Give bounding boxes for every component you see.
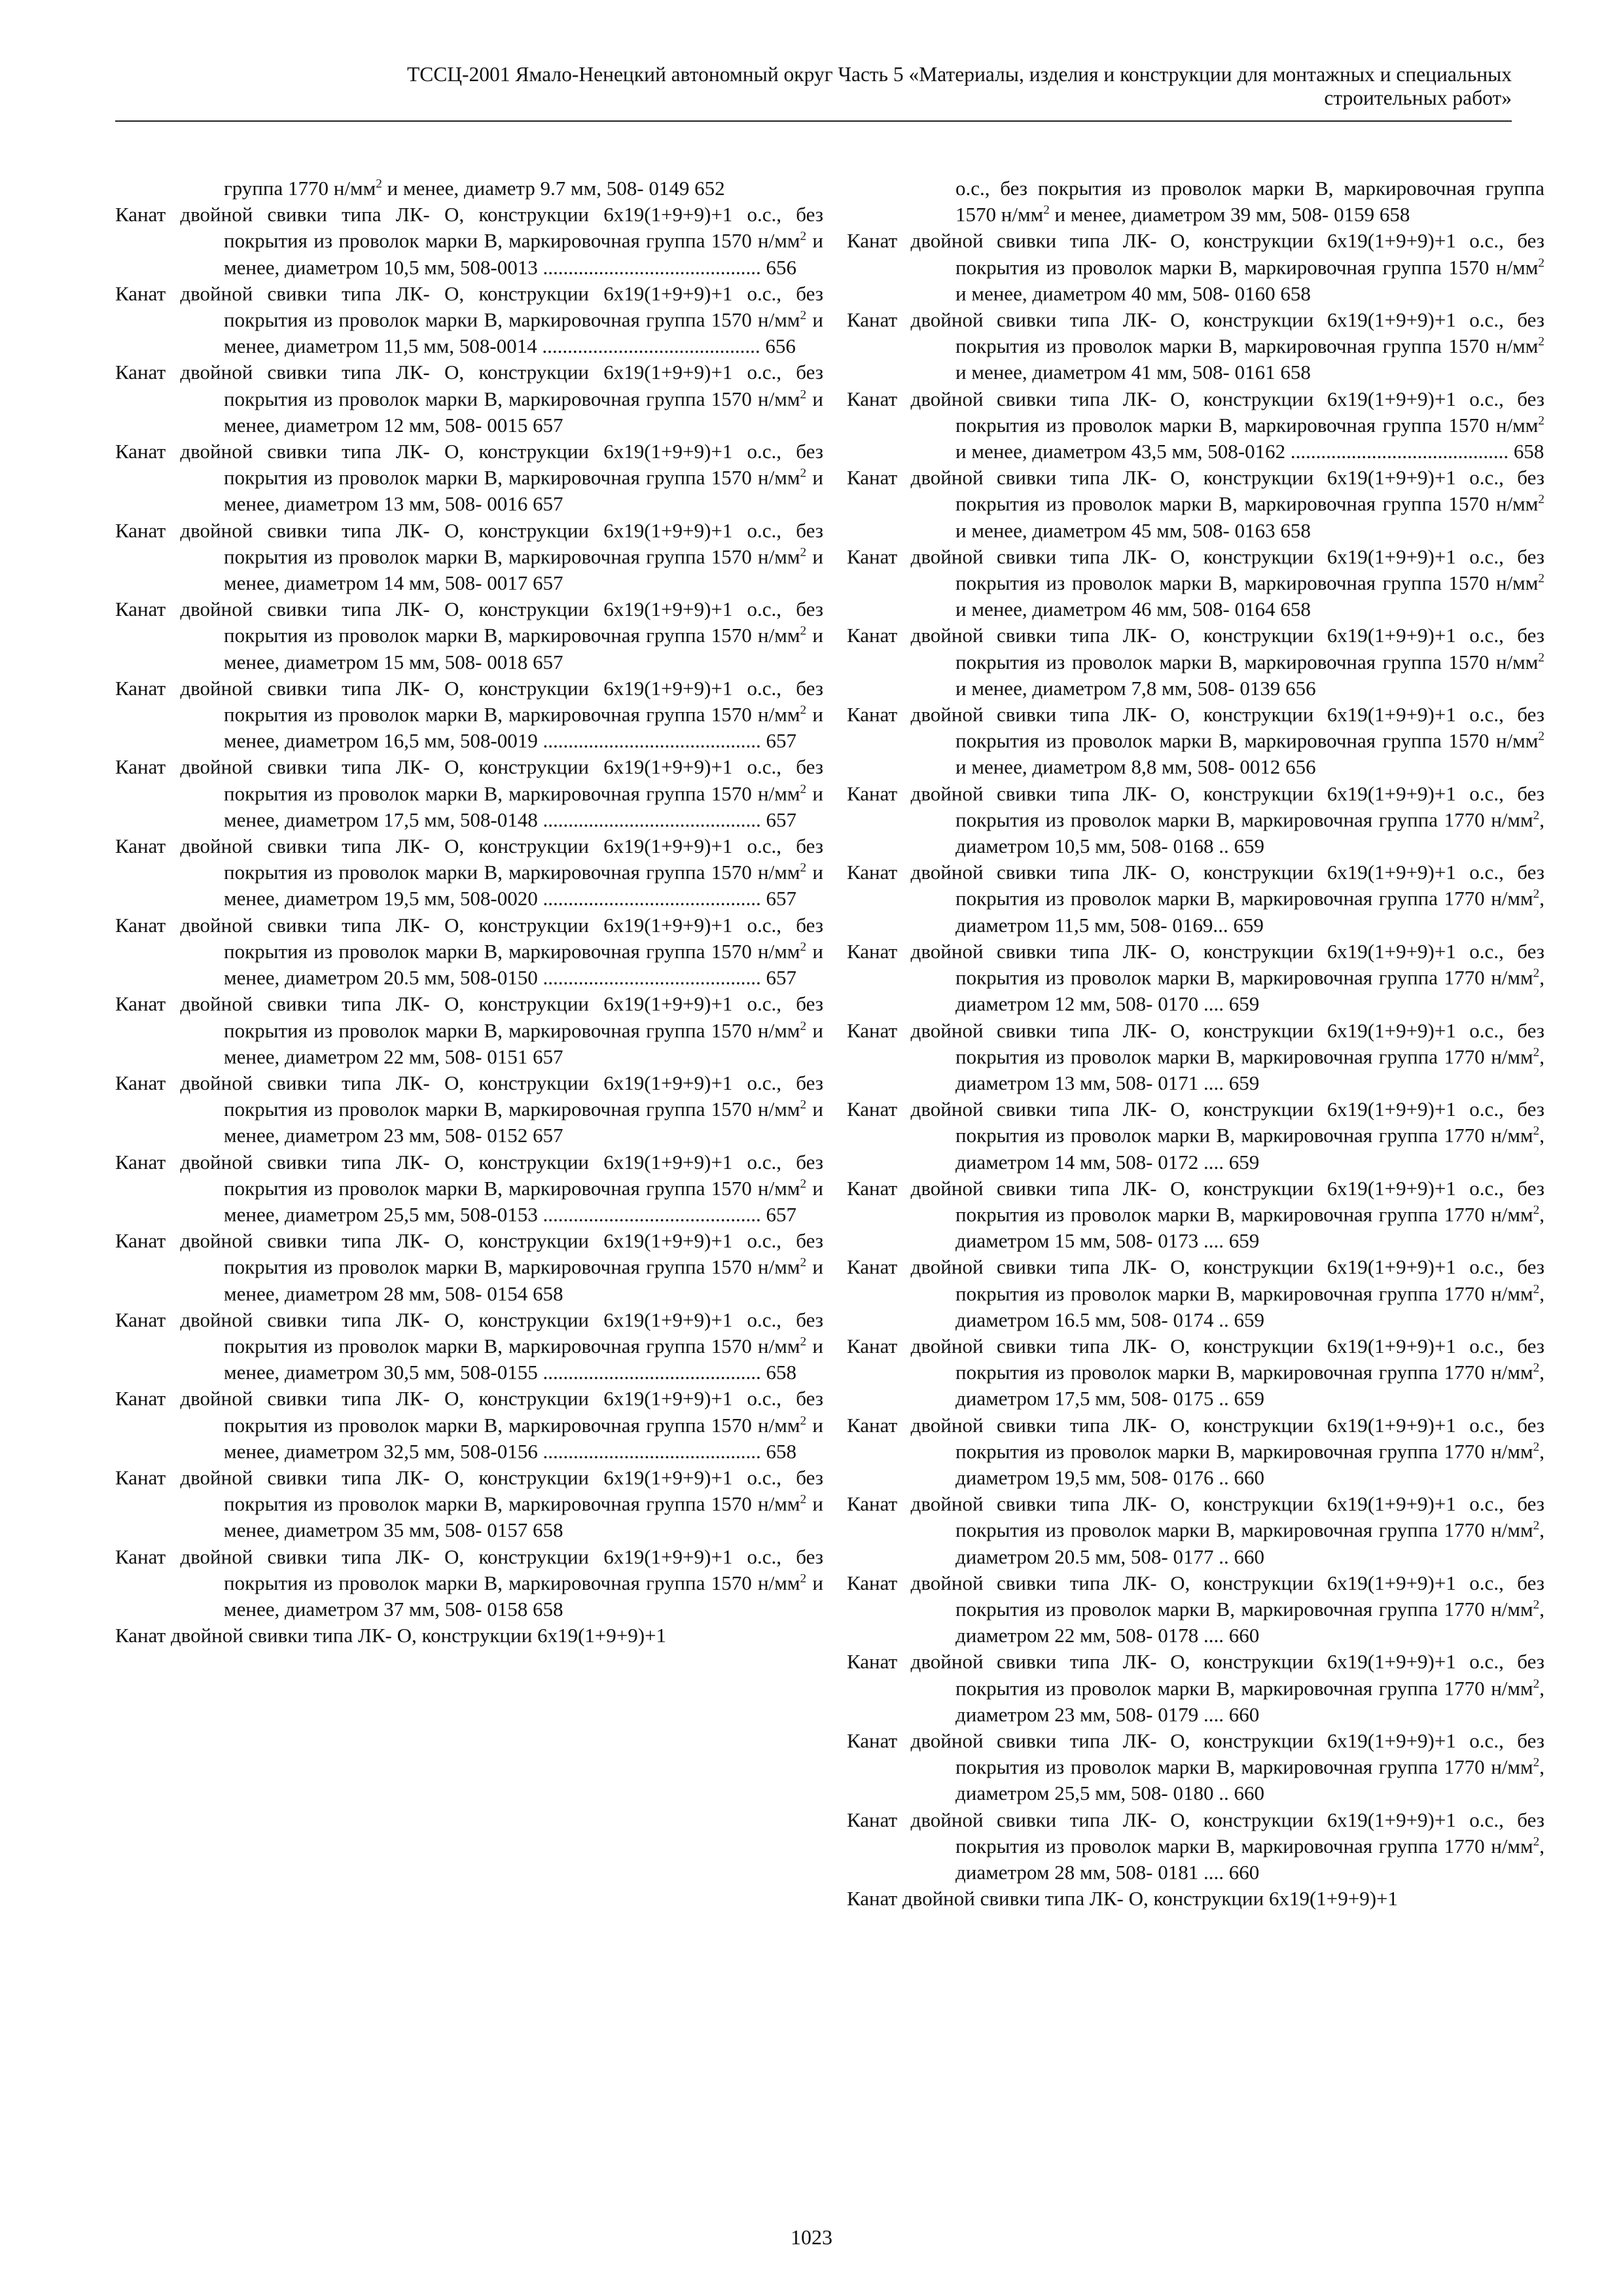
index-entry: Канат двойной свивки типа ЛК- О, конструкции 6х19(1+9+9)+1 о.с., без покрытия из проволок марки В, маркировочная группа 1770 $н/мм^2$, диаметром 10,5 мм, 508- 0168 .. 659 bbox=[847, 781, 1544, 858]
index-entry: Канат двойной свивки типа ЛК- О, конструкции 6х19(1+9+9)+1 о.с., без покрытия из проволок марки В, маркировочная группа 1570 $н/мм^2$ и менее, диаметром 15 мм, 508- 0018 657 bbox=[115, 598, 823, 673]
index-entry: Канат двойной свивки типа ЛК- О, конструкции 6х19(1+9+9)+1 о.с., без покрытия из проволок марки В, маркировочная группа 1770 $н/мм^2$, диаметром 22 мм, 508- 0178 .... 660 bbox=[847, 1571, 1544, 1647]
index-entry: Канат двойной свивки типа ЛК- О, конструкции 6х19(1+9+9)+1 bbox=[847, 1887, 1399, 1910]
header-title-line1: ТССЦ-2001 Ямало-Ненецкий автономный округ Часть 5 «Материалы, изделия и конструкции для монтажных и специальных bbox=[407, 63, 1512, 86]
index-entry: Канат двойной свивки типа ЛК- О, конструкции 6х19(1+9+9)+1 о.с., без покрытия из проволок марки В, маркировочная группа 1570 $н/мм^2$ и менее, диаметром 19,5 мм, 508-0020 ........................................... 657 bbox=[115, 834, 823, 910]
index-entry: Канат двойной свивки типа ЛК- О, конструкции 6х19(1+9+9)+1 о.с., без покрытия из проволок марки В, маркировочная группа 1770 $н/мм^2$, диаметром 13 мм, 508- 0171 .... 659 bbox=[847, 1018, 1544, 1094]
page-header bbox=[115, 63, 1512, 110]
index-entry: Канат двойной свивки типа ЛК- О, конструкции 6х19(1+9+9)+1 о.с., без покрытия из проволок марки В, маркировочная группа 1770 $н/мм^2$, диаметром 20.5 мм, 508- 0177 .. 660 bbox=[847, 1492, 1544, 1568]
index-entry: Канат двойной свивки типа ЛК- О, конструкции 6х19(1+9+9)+1 о.с., без покрытия из проволок марки В, маркировочная группа 1570 $н/мм^2$ и менее, диаметром 30,5 мм, 508-0155 ........................................... 658 bbox=[115, 1308, 823, 1384]
index-entry: Канат двойной свивки типа ЛК- О, конструкции 6х19(1+9+9)+1 bbox=[115, 1624, 667, 1647]
index-entry: Канат двойной свивки типа ЛК- О, конструкции 6х19(1+9+9)+1 о.с., без покрытия из проволок марки В, маркировочная группа 1770 $н/мм^2$, диаметром 15 мм, 508- 0173 .... 659 bbox=[847, 1176, 1544, 1253]
index-entry: группа 1770 $н/мм^2$ и менее, диаметр 9.7 мм, 508- 0149 652 bbox=[224, 177, 725, 200]
index-entry: Канат двойной свивки типа ЛК- О, конструкции 6х19(1+9+9)+1 о.с., без покрытия из проволок марки В, маркировочная группа 1570 $н/мм^2$ и менее, диаметром 8,8 мм, 508- 0012 656 bbox=[847, 703, 1544, 779]
index-entry: Канат двойной свивки типа ЛК- О, конструкции 6х19(1+9+9)+1 о.с., без покрытия из проволок марки В, маркировочная группа 1770 $н/мм^2$, диаметром 28 мм, 508- 0181 .... 660 bbox=[847, 1808, 1544, 1884]
index-entry: Канат двойной свивки типа ЛК- О, конструкции 6х19(1+9+9)+1 о.с., без покрытия из проволок марки В, маркировочная группа 1570 $н/мм^2$ и менее, диаметром 35 мм, 508- 0157 658 bbox=[115, 1465, 823, 1542]
index-entry: Канат двойной свивки типа ЛК- О, конструкции 6х19(1+9+9)+1 о.с., без покрытия из проволок марки В, маркировочная группа 1770 $н/мм^2$, диаметром 23 мм, 508- 0179 .... 660 bbox=[847, 1650, 1544, 1726]
index-entry: Канат двойной свивки типа ЛК- О, конструкции 6х19(1+9+9)+1 о.с., без покрытия из проволок марки В, маркировочная группа 1770 $н/мм^2$, диаметром 19,5 мм, 508- 0176 .. 660 bbox=[847, 1413, 1544, 1489]
index-entry: Канат двойной свивки типа ЛК- О, конструкции 6х19(1+9+9)+1 о.с., без покрытия из проволок марки В, маркировочная группа 1570 $н/мм^2$ и менее, диаметром 41 мм, 508- 0161 658 bbox=[847, 308, 1544, 384]
index-entry: Канат двойной свивки типа ЛК- О, конструкции 6х19(1+9+9)+1 о.с., без покрытия из проволок марки В, маркировочная группа 1570 $н/мм^2$ и менее, диаметром 37 мм, 508- 0158 658 bbox=[115, 1545, 823, 1621]
index-entry: Канат двойной свивки типа ЛК- О, конструкции 6х19(1+9+9)+1 о.с., без покрытия из проволок марки В, маркировочная группа 1770 $н/мм^2$, диаметром 25,5 мм, 508- 0180 .. 660 bbox=[847, 1729, 1544, 1805]
header-divider bbox=[115, 120, 1512, 122]
index-entry: о.с., без покрытия из проволок марки В, маркировочная группа 1570 $н/мм^2$ и менее, диаметром 39 мм, 508- 0159 658 bbox=[955, 177, 1544, 226]
index-entry: Канат двойной свивки типа ЛК- О, конструкции 6х19(1+9+9)+1 о.с., без покрытия из проволок марки В, маркировочная группа 1570 $н/мм^2$ и менее, диаметром 16,5 мм, 508-0019 ........................................... 657 bbox=[115, 676, 823, 753]
index-entry: Канат двойной свивки типа ЛК- О, конструкции 6х19(1+9+9)+1 о.с., без покрытия из проволок марки В, маркировочная группа 1570 $н/мм^2$ и менее, диаметром 28 мм, 508- 0154 658 bbox=[115, 1229, 823, 1305]
index-entry: Канат двойной свивки типа ЛК- О, конструкции 6х19(1+9+9)+1 о.с., без покрытия из проволок марки В, маркировочная группа 1770 $н/мм^2$, диаметром 16.5 мм, 508- 0174 .. 659 bbox=[847, 1255, 1544, 1331]
index-entry: Канат двойной свивки типа ЛК- О, конструкции 6х19(1+9+9)+1 о.с., без покрытия из проволок марки В, маркировочная группа 1570 $н/мм^2$ и менее, диаметром 14 мм, 508- 0017 657 bbox=[115, 518, 823, 595]
index-entry: Канат двойной свивки типа ЛК- О, конструкции 6х19(1+9+9)+1 о.с., без покрытия из проволок марки В, маркировочная группа 1570 $н/мм^2$ и менее, диаметром 40 мм, 508- 0160 658 bbox=[847, 229, 1544, 305]
index-entry: Канат двойной свивки типа ЛК- О, конструкции 6х19(1+9+9)+1 о.с., без покрытия из проволок марки В, маркировочная группа 1570 $н/мм^2$ и менее, диаметром 23 мм, 508- 0152 657 bbox=[115, 1071, 823, 1147]
index-entry: Канат двойной свивки типа ЛК- О, конструкции 6х19(1+9+9)+1 о.с., без покрытия из проволок марки В, маркировочная группа 1570 $н/мм^2$ и менее, диаметром 10,5 мм, 508-0013 ........................................... 656 bbox=[115, 203, 823, 279]
index-entry: Канат двойной свивки типа ЛК- О, конструкции 6х19(1+9+9)+1 о.с., без покрытия из проволок марки В, маркировочная группа 1570 $н/мм^2$ и менее, диаметром 11,5 мм, 508-0014 ........................................... 656 bbox=[115, 281, 823, 358]
index-entry: Канат двойной свивки типа ЛК- О, конструкции 6х19(1+9+9)+1 о.с., без покрытия из проволок марки В, маркировочная группа 1770 $н/мм^2$, диаметром 17,5 мм, 508- 0175 .. 659 bbox=[847, 1334, 1544, 1410]
index-entry: Канат двойной свивки типа ЛК- О, конструкции 6х19(1+9+9)+1 о.с., без покрытия из проволок марки В, маркировочная группа 1570 $н/мм^2$ и менее, диаметром 17,5 мм, 508-0148 ........................................... 657 bbox=[115, 755, 823, 831]
index-column-left bbox=[115, 175, 823, 1649]
index-entry: Канат двойной свивки типа ЛК- О, конструкции 6х19(1+9+9)+1 о.с., без покрытия из проволок марки В, маркировочная группа 1770 $н/мм^2$, диаметром 11,5 мм, 508- 0169... 659 bbox=[847, 861, 1544, 937]
index-entry: Канат двойной свивки типа ЛК- О, конструкции 6х19(1+9+9)+1 о.с., без покрытия из проволок марки В, маркировочная группа 1570 $н/мм^2$ и менее, диаметром 13 мм, 508- 0016 657 bbox=[115, 440, 823, 516]
index-entry: Канат двойной свивки типа ЛК- О, конструкции 6х19(1+9+9)+1 о.с., без покрытия из проволок марки В, маркировочная группа 1570 $н/мм^2$ и менее, диаметром 22 мм, 508- 0151 657 bbox=[115, 992, 823, 1068]
index-entry: Канат двойной свивки типа ЛК- О, конструкции 6х19(1+9+9)+1 о.с., без покрытия из проволок марки В, маркировочная группа 1770 $н/мм^2$, диаметром 12 мм, 508- 0170 .... 659 bbox=[847, 939, 1544, 1016]
index-column-right bbox=[847, 175, 1544, 1912]
index-entry: Канат двойной свивки типа ЛК- О, конструкции 6х19(1+9+9)+1 о.с., без покрытия из проволок марки В, маркировочная группа 1570 $н/мм^2$ и менее, диаметром 46 мм, 508- 0164 658 bbox=[847, 545, 1544, 621]
header-title-line2: строительных работ» bbox=[1324, 86, 1512, 109]
index-entry: Канат двойной свивки типа ЛК- О, конструкции 6х19(1+9+9)+1 о.с., без покрытия из проволок марки В, маркировочная группа 1570 $н/мм^2$ и менее, диаметром 20.5 мм, 508-0150 ........................................... 657 bbox=[115, 913, 823, 990]
index-entry: Канат двойной свивки типа ЛК- О, конструкции 6х19(1+9+9)+1 о.с., без покрытия из проволок марки В, маркировочная группа 1570 $н/мм^2$ и менее, диаметром 25,5 мм, 508-0153 ........................................... 657 bbox=[115, 1150, 823, 1226]
index-entry: Канат двойной свивки типа ЛК- О, конструкции 6х19(1+9+9)+1 о.с., без покрытия из проволок марки В, маркировочная группа 1570 $н/мм^2$ и менее, диаметром 43,5 мм, 508-0162 ........................................... 658 bbox=[847, 387, 1544, 463]
index-entry: Канат двойной свивки типа ЛК- О, конструкции 6х19(1+9+9)+1 о.с., без покрытия из проволок марки В, маркировочная группа 1570 $н/мм^2$ и менее, диаметром 12 мм, 508- 0015 657 bbox=[115, 361, 823, 437]
index-entry: Канат двойной свивки типа ЛК- О, конструкции 6х19(1+9+9)+1 о.с., без покрытия из проволок марки В, маркировочная группа 1570 $н/мм^2$ и менее, диаметром 7,8 мм, 508- 0139 656 bbox=[847, 624, 1544, 700]
index-entry: Канат двойной свивки типа ЛК- О, конструкции 6х19(1+9+9)+1 о.с., без покрытия из проволок марки В, маркировочная группа 1770 $н/мм^2$, диаметром 14 мм, 508- 0172 .... 659 bbox=[847, 1098, 1544, 1174]
index-entry: Канат двойной свивки типа ЛК- О, конструкции 6х19(1+9+9)+1 о.с., без покрытия из проволок марки В, маркировочная группа 1570 $н/мм^2$ и менее, диаметром 32,5 мм, 508-0156 ........................................... 658 bbox=[115, 1387, 823, 1463]
page-number: 1023 bbox=[791, 2225, 832, 2249]
index-entry: Канат двойной свивки типа ЛК- О, конструкции 6х19(1+9+9)+1 о.с., без покрытия из проволок марки В, маркировочная группа 1570 $н/мм^2$ и менее, диаметром 45 мм, 508- 0163 658 bbox=[847, 466, 1544, 542]
